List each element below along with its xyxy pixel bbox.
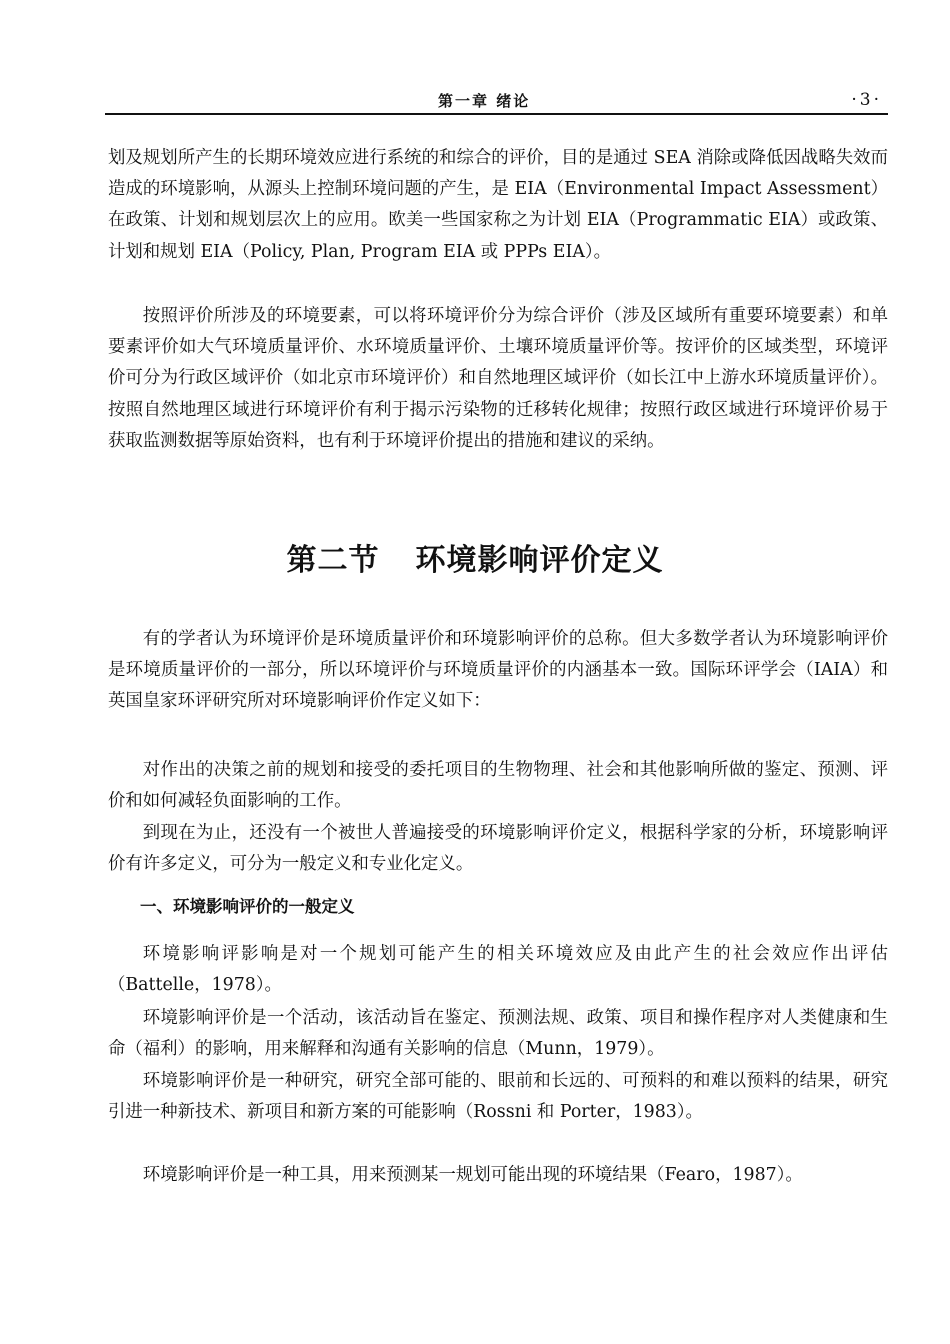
- header-rule: [105, 113, 888, 115]
- paragraph-evaluation-types: 按照评价所涉及的环境要素，可以将环境评价分为综合评价（涉及区域所有重要环境要素）和单要素评价如大气环境质量评价、水环境质量评价、土壤环境质量评价等。按评价的区域类型，环境评价可分为行政区域评价（如北京市环境评价）和自然地理区域评价（如长江中上游水环境质量评价）。按照自然地理区域进行环境评价有利于揭示污染物的迁移转化规律；按照行政区域进行环境评价易于获取监测数据等原始资料，也有利于环境评价提出的措施和建议的采纳。: [108, 306, 888, 451]
- definition-munn: 环境影响评价是一个活动，该活动旨在鉴定、预测法规、政策、项目和操作程序对人类健康和生命（福利）的影响，用来解释和沟通有关影响的信息（Munn，1979）。: [108, 1008, 888, 1060]
- definition-battelle: 环境影响评影响是对一个规划可能产生的相关环境效应及由此产生的社会效应作出评估（Battelle，1978）。: [108, 944, 888, 996]
- paragraph-continued: 划及规划所产生的长期环境效应进行系统的和综合的评价，目的是通过 SEA 消除或降低因战略失效而造成的环境影响，从源头上控制环境问题的产生，是 EIA（Environmental Impact Assessment）在政策、计划和规划层次上的应用。欧美一些国家称之为计划 EIA（Programmatic EIA）或政策、计划和规划 EIA（Policy, Plan, Program EIA 或 PPPs EIA）。: [108, 148, 888, 262]
- section-number: 第二节: [286, 543, 380, 578]
- page-number: ·3·: [851, 90, 882, 110]
- definition-fearo: 环境影响评价是一种工具，用来预测某一规划可能出现的环境结果（Fearo，1987）。: [142, 1165, 803, 1185]
- paragraph-no-accepted-definition: 到现在为止，还没有一个被世人普遍接受的环境影响评价定义，根据科学家的分析，环境影响评价有许多定义，可分为一般定义和专业化定义。: [108, 823, 888, 875]
- section-heading: [0, 535, 950, 579]
- definition-rossni-porter: 环境影响评价是一种研究，研究全部可能的、眼前和长远的、可预料的和难以预料的结果，研究引进一种新技术、新项目和新方案的可能影响（Rossni 和 Porter，1983）。: [108, 1071, 888, 1123]
- running-header: [105, 88, 888, 116]
- chapter-title: 第一章 绪论: [438, 92, 531, 110]
- paragraph-scholars-view: 有的学者认为环境评价是环境质量评价和环境影响评价的总称。但大多数学者认为环境影响评价是环境质量评价的一部分，所以环境评价与环境质量评价的内涵基本一致。国际环评学会（IAIA）和英国皇家环评研究所对环境影响评价作定义如下：: [108, 629, 888, 712]
- paragraph-iaia-definition: 对作出的决策之前的规划和接受的委托项目的生物物理、社会和其他影响所做的鉴定、预测、评价和如何减轻负面影响的工作。: [108, 760, 888, 812]
- subsection-heading: 一、环境影响评价的一般定义: [140, 897, 355, 916]
- section-title-text: 环境影响评价定义: [415, 543, 664, 578]
